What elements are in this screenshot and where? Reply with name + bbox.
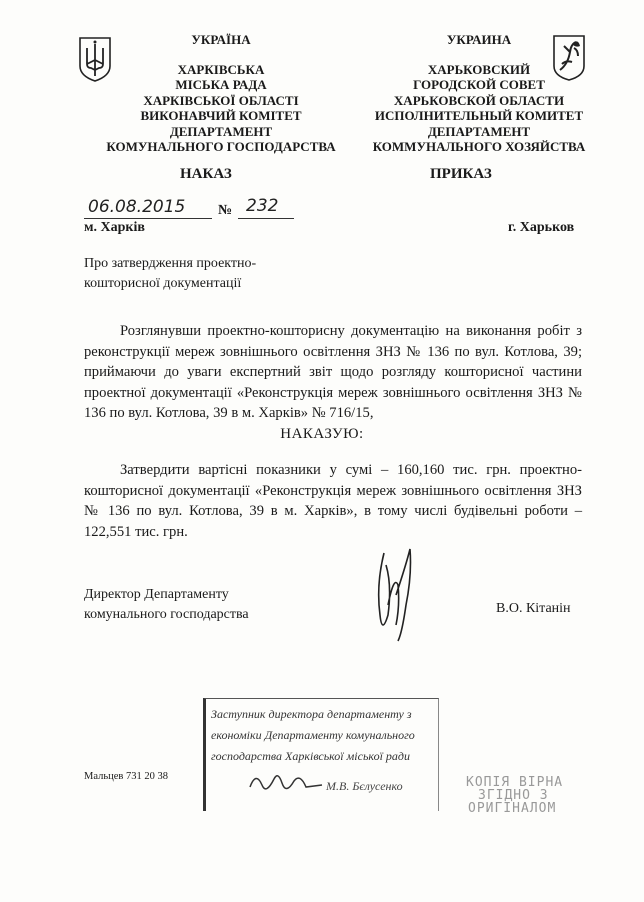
city-rus: г. Харьков bbox=[508, 220, 575, 235]
org-line: ГОРОДСКОЙ СОВЕТ bbox=[413, 77, 545, 92]
org-line: ДЕПАРТАМЕНТ bbox=[427, 123, 531, 139]
order-subject bbox=[84, 254, 256, 294]
org-line: ХАРКІВСЬКА bbox=[177, 61, 265, 77]
country-name-rus: УКРАИНА bbox=[446, 32, 512, 47]
org-line: ХАРЬКОВСКОЙ ОБЛАСТИ bbox=[393, 92, 565, 108]
signatory-position bbox=[84, 585, 249, 625]
order-number: 232 bbox=[246, 196, 279, 216]
copy-certified-stamp bbox=[466, 776, 563, 815]
executor-contact: Мальцев 731 20 38 bbox=[84, 771, 168, 782]
deputy-signature bbox=[246, 765, 326, 801]
director-signature bbox=[362, 545, 418, 645]
subject-line: Про затвердження проектно- bbox=[84, 256, 257, 271]
preamble-paragraph: Розглянувши проектно-кошторисну документацію на виконання робіт з реконструкції мереж зовнішнього освітлення ЗНЗ № 136 по вул. Котлова, 39; приймаючи до уваги експертний звіт щодо розгляду кошторисної частини проектної документації «Реконструкція мереж зовнішнього освітлення ЗНЗ № 136 по вул. Котлова, 39 в м. Харків» № 716/15, bbox=[84, 323, 582, 421]
position-line: комунального господарства bbox=[84, 607, 249, 622]
stamp-line: ОРИГІНАЛОМ bbox=[468, 801, 557, 816]
org-line: ХАРКІВСЬКОЇ ОБЛАСТІ bbox=[143, 92, 299, 108]
stamp-line: ЗГІДНО З bbox=[478, 788, 549, 803]
directive-paragraph: Затвердити вартісні показники у сумі – 160,160 тис. грн. проектно-кошторисної документації «Реконструкція мереж зовнішнього освітлення ЗНЗ № 136 по вул. Котлова, 39 в м. Харків», в тому числі будівельні роботи – 122,551 тис. грн. bbox=[84, 462, 582, 540]
subject-line: кошторисної документації bbox=[84, 276, 242, 291]
number-sign: № bbox=[218, 203, 233, 218]
stamp-line: економіки Департаменту комунального bbox=[211, 728, 415, 742]
doc-type-ukr: НАКАЗ bbox=[180, 166, 232, 182]
stamp-line: господарства Харківської міської ради bbox=[211, 749, 410, 763]
header-right-russian bbox=[354, 32, 604, 155]
header-left-ukrainian bbox=[98, 32, 344, 155]
order-word: НАКАЗУЮ: bbox=[280, 426, 364, 442]
org-line: МІСЬКА РАДА bbox=[175, 77, 267, 92]
org-line: ВИКОНАВЧИЙ КОМІТЕТ bbox=[140, 108, 302, 123]
city-ukr: м. Харків bbox=[84, 220, 145, 235]
number-underline bbox=[238, 218, 294, 219]
org-line: КОММУНАЛЬНОГО ХОЗЯЙСТВА bbox=[372, 139, 586, 154]
date-underline bbox=[84, 218, 212, 219]
org-line: ХАРЬКОВСКИЙ bbox=[427, 61, 531, 77]
position-line: Директор Департаменту bbox=[84, 587, 229, 602]
stamp-line: КОПІЯ ВІРНА bbox=[466, 775, 564, 790]
order-date: 06.08.2015 bbox=[88, 197, 186, 217]
country-name-ukr: УКРАЇНА bbox=[191, 32, 251, 47]
doc-type-rus: ПРИКАЗ bbox=[430, 166, 492, 182]
org-line: ИСПОЛНИТЕЛЬНЫЙ КОМИТЕТ bbox=[374, 108, 584, 123]
stamp-approver-name: М.В. Бєлусенко bbox=[326, 779, 403, 793]
org-line: КОМУНАЛЬНОГО ГОСПОДАРСТВА bbox=[106, 139, 336, 154]
stamp-line: Заступник директора департаменту з bbox=[211, 707, 412, 721]
signatory-name: В.О. Кітанін bbox=[496, 601, 571, 616]
approval-stamp bbox=[203, 698, 439, 811]
org-line: ДЕПАРТАМЕНТ bbox=[169, 123, 273, 139]
